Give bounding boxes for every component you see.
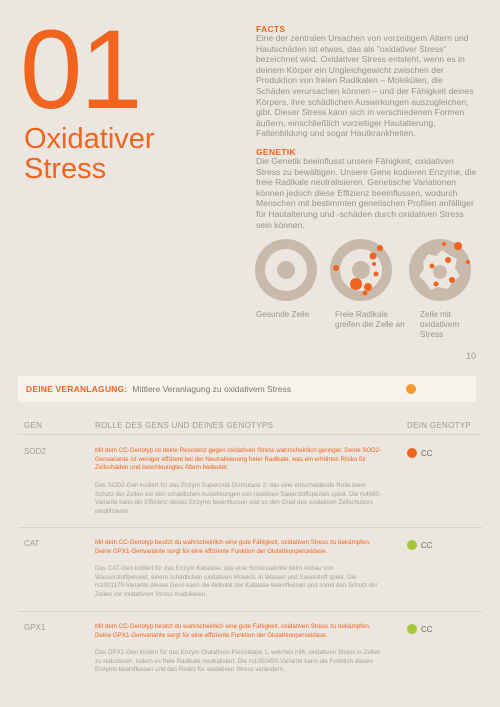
chapter-title (24, 124, 155, 184)
gene-name: GPX1 (24, 623, 46, 632)
gene-name: CAT (24, 539, 40, 548)
genotype-cell (407, 448, 433, 458)
facts-heading: FACTS (256, 24, 286, 34)
genotype-status-icon (407, 448, 417, 458)
predisposition-label: DEINE VERANLAGUNG: (26, 384, 128, 394)
chapter-number: 01 (20, 7, 141, 132)
page-number: 10 (465, 351, 476, 361)
gene-result-text: Mit dem CC-Genotyp besitzt du wahrscheinlich eine gute Fähigkeit, oxidativen Stress zu bekämpfen. Deine GPX1-Genvariante sorgt für eine effiziente Funktion der Glutathionperoxidase. (95, 623, 371, 639)
cell-illustration (252, 232, 482, 304)
table-divider (18, 611, 482, 612)
genotype-cell (407, 540, 433, 550)
genotype-value: CC (421, 624, 433, 634)
genotype-value: CC (421, 540, 433, 550)
genetik-text: Die Genetik beeinflusst unsere Fähigkeit, oxidativen Stress zu bewältigen. Unsere Gene kodieren Enzyme, die freie Radikale neutralisieren. Genetische Variationen können jedoch diese Effizienz beeinflussen, wodurch Menschen mit bestimmten genetischen Profilen anfälliger für Hautalterung und -schäden durch oxidativen Stress sein können. (256, 156, 477, 230)
header-role: ROLLE DES GENS UND DEINES GENOTYPS (95, 421, 274, 430)
table-divider (18, 527, 482, 528)
chapter-title-line2: Stress (24, 153, 107, 185)
genetik-heading: GENETIK (256, 147, 296, 157)
caption-stressed-cell-line3: Stress (420, 330, 444, 339)
genotype-status-icon (407, 540, 417, 550)
genotype-value: CC (421, 448, 433, 458)
caption-attacked-cell-line2: greifen die Zelle an (335, 320, 405, 329)
gene-description: Das SOD2-Gen kodiert für das Enzym Superoxid-Dismutase 2, das eine entscheidende Rolle beim Schutz der Zellen vor den schädlichen Auswirkungen von reaktiven Sauerstoffspezies spielt. Die rs4880-Variante kann die Effizienz dieses Enzyms beeinflussen und so den Grad des oxidativen Zellschutzes modifizieren. (95, 482, 382, 515)
healthy-cell-icon (255, 239, 317, 301)
gene-result-text: Mit dem CC-Genotyp ist deine Resistenz gegen oxidativen Stress wahrscheinlich geringer. Deine SOD2-Genvariante ist weniger effizient bei der Neutralisierung freier Radikale, was ein erhöhtes Risiko für Zellschäden und beschleunigtes Altern bedeutet. (95, 447, 382, 472)
gene-description: Das CAT-Gen kodiert für das Enzym Katalase, das eine Schlüsselrolle beim Abbau von Wasserstoffperoxid, einem schädlichen oxidativen Molekül, in Wasser und Sauerstoff spielt. Die rs1001179-Variante dieses Gens kann die Aktivität der Katalase beeinflussen und somit den Schutz der Zellen vor oxidativem Stress modulieren. (95, 565, 378, 598)
chapter-title-line1: Oxidativer (24, 123, 155, 155)
gene-name: SOD2 (24, 447, 46, 456)
predisposition-indicator-icon (406, 384, 416, 394)
gene-description: Das GPX1-Gen kodiert für das Enzym Glutathion-Peroxidase 1, welches hilft, oxidativen Stress in Zellen zu reduzieren, indem es freie Radikale neutralisiert. Die rs1050450-Variante kann die Funktion dieses Enzyms beeinflussen und das Risiko für oxidativen Stress verändern. (95, 649, 381, 674)
table-divider (18, 434, 482, 435)
attacked-cell-icon (330, 239, 392, 301)
genotype-status-icon (407, 624, 417, 634)
caption-attacked-cell (335, 310, 405, 330)
gene-result-text: Mit dem CC-Genotyp besitzt du wahrscheinlich eine gute Fähigkeit, oxidativen Stress zu bekämpfen. Deine GPX1-Genvariante sorgt für eine effiziente Funktion der Glutathionperoxidase. (95, 539, 371, 555)
caption-stressed-cell-line2: oxidativem (420, 320, 460, 329)
header-genotype: DEIN GENOTYP (407, 421, 472, 430)
caption-attacked-cell-line1: Freie Radikale (335, 310, 388, 319)
caption-healthy-cell: Gesunde Zelle (256, 310, 310, 319)
caption-stressed-cell-line1: Zelle mit (420, 310, 451, 319)
header-gene: GEN (24, 421, 43, 430)
predisposition-text: Mittlere Veranlagung zu oxidativem Stress (132, 384, 292, 394)
caption-stressed-cell (420, 310, 459, 340)
stressed-cell-icon (409, 239, 471, 301)
facts-text: Eine der zentralen Ursachen von vorzeitigem Altern und Hautschäden ist etwas, das als "oxidativer Stress" bezeichnet wird. Oxidativer Stress entsteht, wenn es in deinem Körper ein Ungleichgewicht zwischen der Produktion von freien Radikalen – Molekülen, die Schäden verursachen können – und der Fähigkeit deines Körpers, ihre schädlichen Auswirkungen auszugleichen, gibt. Dieser Stress kann sich in verschiedenen Formen äußern, einschließlich vorzeitiger Hautalterung, Faltenbildung und sogar Hautkrankheiten. (256, 33, 474, 139)
predisposition-band (18, 376, 476, 402)
genotype-cell (407, 624, 433, 634)
